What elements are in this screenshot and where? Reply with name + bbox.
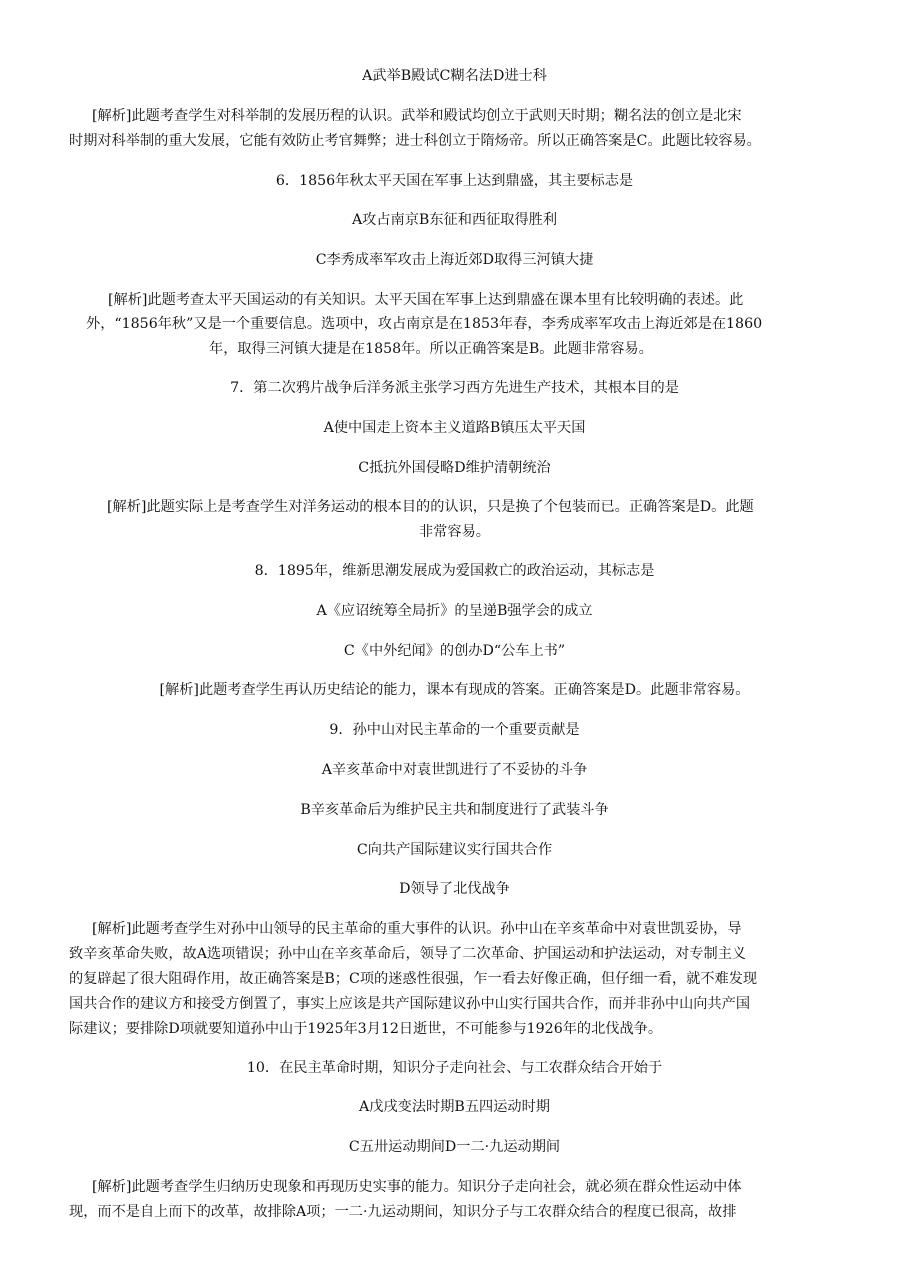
q10-options-cd: C五卅运动期间D一二·九运动期间 bbox=[348, 1139, 561, 1155]
q6-analysis-line-2: 外，“1856年秋”又是一个重要信息。选项中，攻占南京是在1853年春，李秀成率军攻击上海近郊是在1860 bbox=[86, 316, 763, 332]
q6-analysis-line-1: [解析]此题考查太平天国运动的有关知识。太平天国在军事上达到鼎盛在课本里有比较明确的表述。此 bbox=[108, 292, 744, 308]
q5-options: A武举B殿试C糊名法D进士科 bbox=[362, 68, 547, 84]
q7-options-ab: A使中国走上资本主义道路B镇压太平天国 bbox=[323, 420, 586, 436]
q8-options-ab: A《应诏统筹全局折》的呈递B强学会的成立 bbox=[316, 603, 593, 619]
q9-option-b: B辛亥革命后为维护民主共和制度进行了武装斗争 bbox=[300, 802, 609, 818]
q9-question: 9．孙中山对民主革命的一个重要贡献是 bbox=[329, 722, 580, 738]
q5-analysis-line-1: [解析]此题考查学生对科举制的发展历程的认识。武举和殿试均创立于武则天时期；糊名法的创立是北宋 bbox=[92, 108, 742, 124]
q7-question: 7．第二次鸦片战争后洋务派主张学习西方先进生产技术，其根本目的是 bbox=[230, 380, 679, 396]
q7-options-cd: C抵抗外国侵略D维护清朝统治 bbox=[358, 460, 551, 476]
q9-option-a: A辛亥革命中对袁世凯进行了不妥协的斗争 bbox=[321, 762, 588, 778]
q9-analysis-line-5: 际建议；要排除D项就要知道孙中山于1925年3月12日逝世，不可能参与1926年的北伐战争。 bbox=[69, 1021, 663, 1037]
q8-question: 8．1895年，维新思潮发展成为爱国救亡的政治运动，其标志是 bbox=[254, 563, 655, 579]
q6-options-ab: A攻占南京B东征和西征取得胜利 bbox=[351, 212, 558, 228]
q6-options-cd: C李秀成率军攻击上海近郊D取得三河镇大捷 bbox=[315, 252, 594, 268]
q9-option-d: D领导了北伐战争 bbox=[399, 881, 510, 897]
q7-analysis-line-1: [解析]此题实际上是考查学生对洋务运动的根本目的的认识，只是换了个包装而已。正确答案是D。此题 bbox=[107, 499, 754, 515]
q10-analysis-line-2: 现，而不是自上而下的改革，故排除A项；一二·九运动期间，知识分子与工农群众结合的程度已很高，故排 bbox=[69, 1204, 737, 1220]
q9-option-c: C向共产国际建议实行国共合作 bbox=[356, 842, 553, 858]
q8-options-cd: C《中外纪闻》的创办D“公车上书” bbox=[343, 643, 566, 659]
q10-analysis-line-1: [解析]此题考查学生归纳历史现象和再现历史实事的能力。知识分子走向社会，就必须在群众性运动中体 bbox=[92, 1179, 742, 1195]
q9-analysis-line-4: 国共合作的建议方和接受方倒置了，事实上应该是共产国际建议孙中山实行国共合作，而并非孙中山向共产国 bbox=[69, 996, 751, 1012]
q9-analysis-line-1: [解析]此题考查学生对孙中山领导的民主革命的重大事件的认识。孙中山在辛亥革命中对袁世凯妥协，导 bbox=[92, 921, 742, 937]
q10-question: 10．在民主革命时期，知识分子走向社会、与工农群众结合开始于 bbox=[246, 1060, 663, 1076]
q6-analysis-line-3: 年，取得三河镇大捷是在1858年。所以正确答案是B。此题非常容易。 bbox=[209, 341, 653, 357]
q9-analysis-line-2: 致辛亥革命失败，故A选项错误；孙中山在辛亥革命后，领导了二次革命、护国运动和护法运动，对专制主义 bbox=[69, 946, 747, 962]
q6-question: 6．1856年秋太平天国在军事上达到鼎盛，其主要标志是 bbox=[275, 173, 634, 189]
q9-analysis-line-3: 的复辟起了很大阻碍作用，故正确答案是B；C项的迷惑性很强，乍一看去好像正确，但仔细一看，就不难发现 bbox=[69, 971, 758, 987]
q5-analysis-line-2: 时期对科举制的重大发展，它能有效防止考官舞弊；进士科创立于隋炀帝。所以正确答案是C。此题比较容易。 bbox=[69, 133, 761, 149]
q10-options-ab: A戊戌变法时期B五四运动时期 bbox=[359, 1099, 550, 1115]
q7-analysis-line-2: 非常容易。 bbox=[419, 524, 490, 540]
q8-analysis: [解析]此题考查学生再认历史结论的能力，课本有现成的答案。正确答案是D。此题非常容易。 bbox=[159, 682, 750, 698]
